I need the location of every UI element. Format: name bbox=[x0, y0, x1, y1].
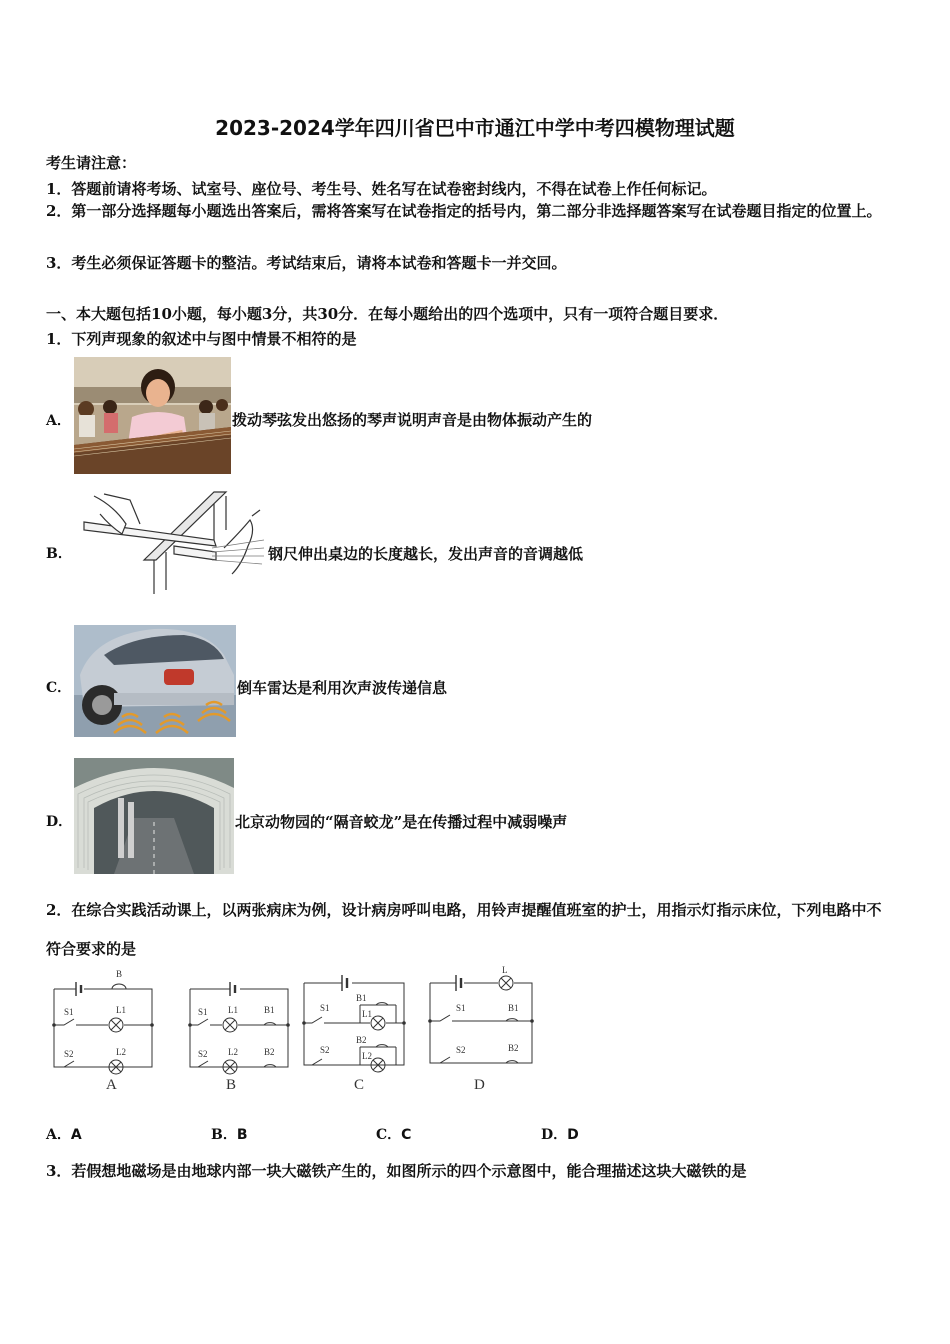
notice-item-2: 2．第一部分选择题每小题选出答案后，需将答案写在试卷指定的括号内，第二部分非选择题答案写在试卷题目指定的位置上。 bbox=[46, 202, 882, 220]
label-d-l: L bbox=[502, 965, 508, 975]
label-c-s1: S1 bbox=[320, 1003, 330, 1013]
choice-b bbox=[211, 1124, 248, 1144]
label-d-b1: B1 bbox=[508, 1003, 519, 1013]
option-d-letter: D． bbox=[46, 814, 73, 830]
label-c-b1: B1 bbox=[356, 993, 367, 1003]
choice-c bbox=[376, 1124, 411, 1144]
label-a-b: B bbox=[116, 969, 123, 979]
notice-heading: 考生请注意： bbox=[46, 154, 137, 172]
caption-d: D bbox=[474, 1077, 485, 1093]
ruler-desk-drawing bbox=[74, 490, 266, 594]
label-c-l1: L1 bbox=[362, 1009, 372, 1019]
caption-a: A bbox=[106, 1077, 117, 1093]
caption-b: B bbox=[226, 1077, 237, 1093]
choice-a-value: A bbox=[70, 1127, 82, 1143]
circuit-d bbox=[426, 965, 536, 1099]
choice-c-value: C bbox=[401, 1127, 412, 1143]
label-b-l2: L2 bbox=[228, 1047, 238, 1057]
choice-d bbox=[541, 1124, 579, 1144]
option-c-letter: C． bbox=[46, 680, 72, 696]
section-heading: 一、本大题包括10小题，每小题3分，共30分．在每小题给出的四个选项中，只有一项符合题目要求． bbox=[46, 305, 729, 323]
label-d-s1: S1 bbox=[456, 1003, 466, 1013]
label-a-s2: S2 bbox=[64, 1049, 74, 1059]
choice-d-letter: D． bbox=[541, 1127, 568, 1143]
label-b-b2: B2 bbox=[264, 1047, 275, 1057]
option-d-text: 北京动物园的“隔音蛟龙”是在传播过程中减弱噪声 bbox=[235, 813, 568, 831]
label-c-b2: B2 bbox=[356, 1035, 367, 1045]
choice-b-letter: B． bbox=[211, 1127, 237, 1143]
choice-b-value: B bbox=[236, 1127, 248, 1143]
sound-barrier-photo bbox=[74, 758, 234, 874]
label-b-l1: L1 bbox=[228, 1005, 238, 1015]
label-c-s2: S2 bbox=[320, 1045, 330, 1055]
option-b-text: 钢尺伸出桌边的长度越长，发出声音的音调越低 bbox=[268, 545, 584, 563]
caption-c: C bbox=[354, 1077, 365, 1093]
page-title: 2023-2024学年四川省巴中市通江中学中考四模物理试题 bbox=[215, 116, 735, 140]
circuit-c bbox=[300, 965, 410, 1099]
choice-a-letter: A． bbox=[46, 1127, 71, 1143]
option-a-text: 拨动琴弦发出悠扬的琴声说明声音是由物体振动产生的 bbox=[232, 411, 593, 429]
option-c-text: 倒车雷达是利用次声波传递信息 bbox=[237, 679, 448, 697]
label-a-l1: L1 bbox=[116, 1005, 126, 1015]
option-a-letter: A． bbox=[46, 413, 71, 429]
reversing-radar-photo bbox=[74, 625, 236, 737]
question-1-stem: 1．下列声现象的叙述中与图中情景不相符的是 bbox=[46, 330, 357, 348]
notice-item-3: 3．考生必须保证答题卡的整洁。考试结束后，请将本试卷和答题卡一并交回。 bbox=[46, 254, 567, 272]
label-b-s2: S2 bbox=[198, 1049, 208, 1059]
label-a-s1: S1 bbox=[64, 1007, 74, 1017]
choice-d-value: D bbox=[567, 1127, 579, 1143]
question-3-stem: 3．若假想地磁场是由地球内部一块大磁铁产生的，如图所示的四个示意图中，能合理描述这块大磁铁的是 bbox=[46, 1162, 747, 1180]
notice-item-1: 1．答题前请将考场、试室号、座位号、考生号、姓名写在试卷密封线内，不得在试卷上作任何标记。 bbox=[46, 180, 717, 198]
choice-c-letter: C． bbox=[376, 1127, 402, 1143]
label-b-b1: B1 bbox=[264, 1005, 275, 1015]
zither-photo bbox=[74, 357, 231, 474]
circuit-b bbox=[184, 965, 294, 1099]
label-b-s1: S1 bbox=[198, 1007, 208, 1017]
label-a-l2: L2 bbox=[116, 1047, 126, 1057]
label-d-s2: S2 bbox=[456, 1045, 466, 1055]
label-c-l2: L2 bbox=[362, 1051, 372, 1061]
label-d-b2: B2 bbox=[508, 1043, 519, 1053]
choice-a bbox=[46, 1124, 82, 1144]
circuit-a bbox=[48, 965, 158, 1099]
question-2-stem: 2．在综合实践活动课上，以两张病床为例，设计病房呼叫电路，用铃声提醒值班室的护士，用指示灯指示床位，下列电路中不符合要求的是 bbox=[46, 901, 882, 958]
option-b-letter: B． bbox=[46, 546, 72, 562]
